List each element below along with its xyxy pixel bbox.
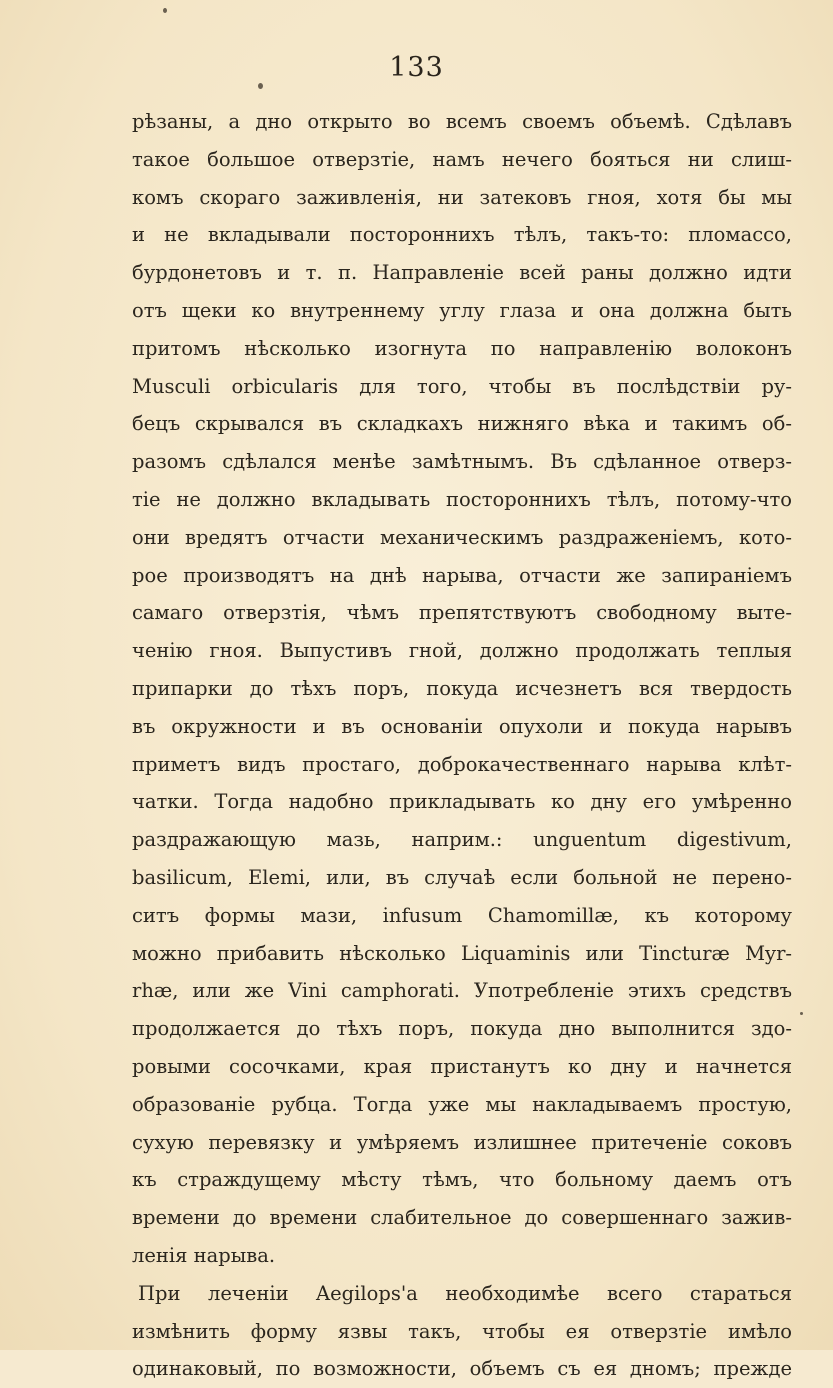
text-line: рое производятъ на днѣ нарыва, отчасти же запираніемъ bbox=[132, 563, 792, 587]
text-line: одинаковый, по возможности, объемъ съ ея дномъ; прежде bbox=[132, 1357, 792, 1381]
text-line: можно прибавить нѣсколько Liquaminis или Tincturæ Myr- bbox=[132, 941, 792, 965]
text-line: они вредятъ отчасти механическимъ раздраженіемъ, кото- bbox=[132, 525, 792, 549]
text-line: rhæ, или же Vini camphorati. Употребленіе этихъ средствъ bbox=[132, 979, 792, 1003]
text-line: бецъ скрывался въ складкахъ нижняго вѣка и такимъ об- bbox=[132, 412, 792, 436]
text-line: Musculi orbicularis для того, чтобы въ послѣдствіи ру- bbox=[132, 374, 792, 398]
ink-speck bbox=[163, 8, 167, 13]
text-line: приметъ видъ простаго, доброкачественнаго нарыва клѣт- bbox=[132, 752, 792, 776]
text-line: рѣзаны, а дно открыто во всемъ своемъ объемѣ. Сдѣлавъ bbox=[132, 110, 792, 133]
text-line: раздражающую мазь, наприм.: unguentum digestivum, bbox=[132, 828, 792, 852]
text-line: времени до времени слабительное до совершеннаго зажив- bbox=[132, 1206, 792, 1230]
text-line: припарки до тѣхъ поръ, покуда исчезнетъ вся твердость bbox=[132, 676, 792, 700]
text-line: измѣнить форму язвы такъ, чтобы ея отверзтіе имѣло bbox=[132, 1319, 792, 1343]
ink-speck bbox=[800, 1012, 803, 1015]
text-line: образованіе рубца. Тогда уже мы накладываемъ простую, bbox=[132, 1092, 792, 1116]
text-line: сухую перевязку и умѣряемъ излишнее притеченіе соковъ bbox=[132, 1130, 792, 1154]
text-line: чатки. Тогда надобно прикладывать ко дну его умѣренно bbox=[132, 790, 792, 814]
text-line: разомъ сдѣлался менѣе замѣтнымъ. Въ сдѣланное отверз- bbox=[132, 450, 792, 474]
text-line: При леченіи Aegilops'a необходимѣе всего стараться bbox=[138, 1281, 792, 1305]
text-line: въ окружности и въ основаніи опухоли и покуда нарывъ bbox=[132, 714, 792, 738]
text-line: притомъ нѣсколько изогнута по направленію волоконъ bbox=[132, 336, 792, 360]
text-line: комъ скораго заживленія, ни затековъ гноя, хотя бы мы bbox=[132, 185, 792, 209]
text-line: basilicum, Elemi, или, въ случаѣ если больной не перено- bbox=[132, 865, 792, 889]
text-line: и не вкладывали постороннихъ тѣлъ, такъ-то: пломассо, bbox=[132, 223, 792, 247]
text-line: ченію гноя. Выпустивъ гной, должно продолжать теплыя bbox=[132, 639, 792, 663]
text-line: самаго отверзтія, чѣмъ препятствуютъ свободному выте- bbox=[132, 601, 792, 625]
body-text bbox=[132, 103, 792, 1388]
text-line: отъ щеки ко внутреннему углу глаза и она должна быть bbox=[132, 298, 792, 322]
text-line: такое большое отверзтіе, намъ нечего бояться ни слиш- bbox=[132, 147, 792, 171]
page-number: 133 bbox=[389, 52, 444, 83]
text-line: ситъ формы мази, infusum Chamomillæ, къ которому bbox=[132, 903, 792, 927]
text-line: къ страждущему мѣсту тѣмъ, что больному даемъ отъ bbox=[132, 1168, 792, 1192]
text-line: бурдонетовъ и т. п. Направленіе всей раны должно идти bbox=[132, 261, 792, 285]
ink-speck bbox=[258, 83, 263, 89]
text-line: тіе не должно вкладывать постороннихъ тѣлъ, потому-что bbox=[132, 487, 792, 511]
text-line: ровыми сосочками, края пристанутъ ко дну и начнется bbox=[132, 1054, 792, 1078]
text-line: ленія нарыва. bbox=[132, 1243, 276, 1267]
text-line: продолжается до тѣхъ поръ, покуда дно выполнится здо- bbox=[132, 1017, 792, 1041]
